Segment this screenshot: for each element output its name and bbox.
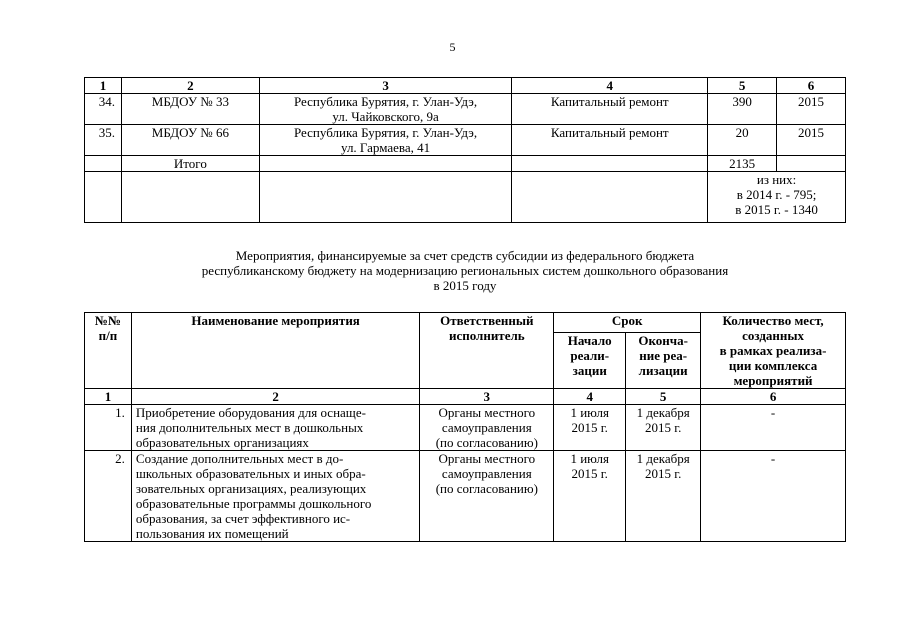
end-date: 1 декабря 2015 г. bbox=[626, 405, 701, 451]
responsible: Органы местного самоуправления (по согласованию) bbox=[420, 405, 554, 451]
header-number: №№ п/п bbox=[85, 313, 132, 389]
year: 2015 bbox=[777, 125, 846, 156]
places-count: - bbox=[701, 451, 846, 542]
header-term: Срок bbox=[554, 313, 701, 333]
row-number: 34. bbox=[85, 94, 122, 125]
address-line: ул. Чайковского, 9а bbox=[332, 109, 439, 124]
institution-name: МБДОУ № 66 bbox=[121, 125, 259, 156]
responsible: Органы местного самоуправления (по согласованию) bbox=[420, 451, 554, 542]
column-number: 2 bbox=[121, 78, 259, 94]
table-header-row bbox=[85, 313, 846, 333]
caption-line: республиканскому бюджету на модернизацию региональных систем дошкольного образования bbox=[201, 263, 729, 278]
table-row bbox=[85, 125, 846, 156]
work-type: Капитальный ремонт bbox=[512, 125, 708, 156]
section-caption bbox=[84, 248, 846, 293]
institution-name: МБДОУ № 33 bbox=[121, 94, 259, 125]
activity-name: Создание дополнительных мест в до- школьных образовательных и иных обра- зовательных организациях, реализующих образовательные программы дошкольного образования, за счет эффективного ис- пользования их помещений bbox=[131, 451, 419, 542]
row-number: 2. bbox=[85, 451, 132, 542]
header-end: Оконча- ние реа- лизации bbox=[626, 332, 701, 388]
institution-address bbox=[259, 125, 512, 156]
row-number: 1. bbox=[85, 405, 132, 451]
page-number: 5 bbox=[449, 40, 456, 54]
column-number: 1 bbox=[85, 78, 122, 94]
total-label: Итого bbox=[121, 156, 259, 172]
end-date: 1 декабря 2015 г. bbox=[626, 451, 701, 542]
table-row bbox=[85, 451, 846, 542]
total-breakdown bbox=[708, 172, 846, 223]
amount: 20 bbox=[708, 125, 777, 156]
breakdown-line: в 2014 г. - 795; bbox=[736, 187, 817, 202]
column-number: 5 bbox=[708, 78, 777, 94]
header-start: Начало реали- зации bbox=[554, 332, 626, 388]
total-value: 2135 bbox=[708, 156, 777, 172]
column-number: 4 bbox=[512, 78, 708, 94]
header-places-count: Количество мест, созданных в рамках реализа- ции комплекса мероприятий bbox=[701, 313, 846, 389]
column-numbers-row bbox=[85, 389, 846, 405]
column-number: 3 bbox=[420, 389, 554, 405]
header-activity-name: Наименование мероприятия bbox=[131, 313, 419, 389]
table-row bbox=[85, 405, 846, 451]
table-header-row bbox=[85, 78, 846, 94]
breakdown-row bbox=[85, 172, 846, 223]
amount: 390 bbox=[708, 94, 777, 125]
year: 2015 bbox=[777, 94, 846, 125]
column-number: 5 bbox=[626, 389, 701, 405]
places-count: - bbox=[701, 405, 846, 451]
address-line: Республика Бурятия, г. Улан-Удэ, bbox=[294, 94, 478, 109]
column-number: 4 bbox=[554, 389, 626, 405]
table-row bbox=[85, 94, 846, 125]
column-number: 3 bbox=[259, 78, 512, 94]
column-number: 1 bbox=[85, 389, 132, 405]
start-date: 1 июля 2015 г. bbox=[554, 451, 626, 542]
column-number: 6 bbox=[701, 389, 846, 405]
row-number: 35. bbox=[85, 125, 122, 156]
caption-line: в 2015 году bbox=[433, 278, 497, 293]
breakdown-line: из них: bbox=[756, 172, 797, 187]
work-type: Капитальный ремонт bbox=[512, 94, 708, 125]
institution-address bbox=[259, 94, 512, 125]
objects-table bbox=[84, 77, 846, 223]
address-line: Республика Бурятия, г. Улан-Удэ, bbox=[294, 125, 478, 140]
caption-line: Мероприятия, финансируемые за счет средств субсидии из федерального бюджета bbox=[235, 248, 695, 263]
start-date: 1 июля 2015 г. bbox=[554, 405, 626, 451]
header-responsible: Ответственный исполнитель bbox=[420, 313, 554, 389]
activity-name: Приобретение оборудования для оснаще- ния дополнительных мест в дошкольных образовательных организациях bbox=[131, 405, 419, 451]
address-line: ул. Гармаева, 41 bbox=[341, 140, 431, 155]
column-number: 2 bbox=[131, 389, 419, 405]
column-number: 6 bbox=[777, 78, 846, 94]
breakdown-line: в 2015 г. - 1340 bbox=[735, 202, 818, 217]
activities-table bbox=[84, 312, 846, 542]
total-row bbox=[85, 156, 846, 172]
